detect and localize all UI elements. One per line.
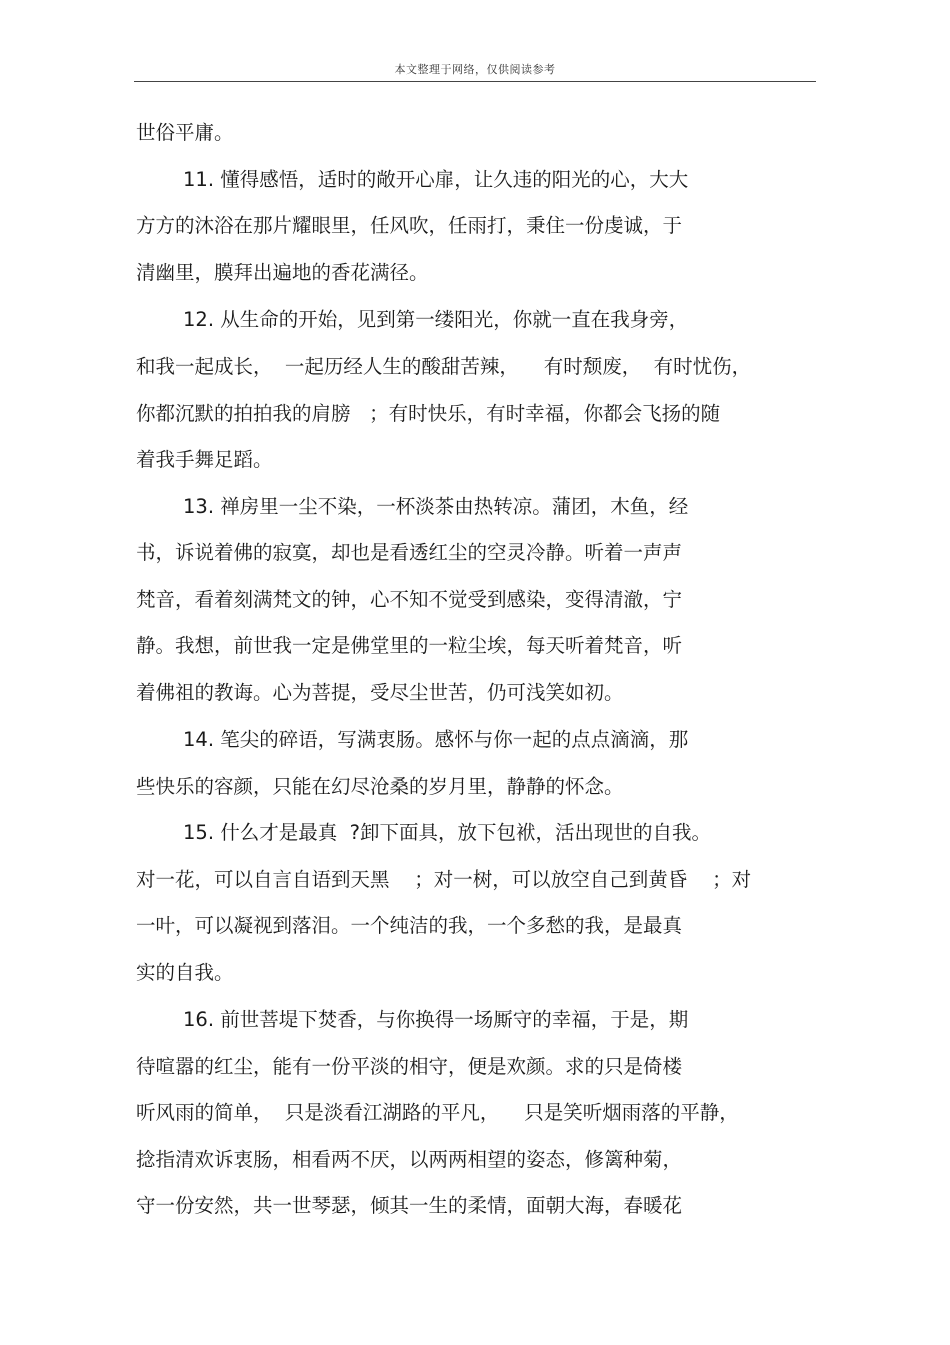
text-line: 清幽里，膜拜出遍地的香花满径。	[136, 261, 429, 284]
paragraph-13-line: 13. 禅房里一尘不染，一杯淡茶由热转凉。蒲团，木鱼，经	[183, 495, 689, 518]
text-line: 方方的沐浴在那片耀眼里，任风吹，任雨打，秉住一份虔诚，于	[136, 214, 683, 237]
text-line: 守一份安然，共一世琴瑟，倾其一生的柔情，面朝大海，春暖花	[136, 1194, 683, 1217]
text-line: 些快乐的容颜，只能在幻尽沧桑的岁月里，静静的怀念。	[136, 775, 624, 798]
text-line: 梵音，看着刻满梵文的钟，心不知不觉受到感染，变得清澈，宁	[136, 588, 683, 611]
text-line: 静。我想，前世我一定是佛堂里的一粒尘埃，每天听着梵音，听	[136, 634, 683, 657]
header-text: 本文整理于网络，仅供阅读参考	[394, 63, 556, 76]
text-line: 你都沉默的拍拍我的肩膀 ；有时快乐，有时幸福，你都会飞扬的随	[136, 402, 721, 425]
text-line: 待喧嚣的红尘，能有一份平淡的相守，便是欢颜。求的只是倚楼	[136, 1055, 683, 1078]
text-line: 和我一起成长， 一起历经人生的酸甜苦辣， 有时颓废， 有时忧伤，	[136, 355, 752, 378]
text-line: 对一花，可以自言自语到天黑 ；对一树，可以放空自己到黄昏 ；对	[136, 868, 752, 891]
text-line: 捻指清欢诉衷肠，相看两不厌，以两两相望的姿态，修篱种菊，	[136, 1148, 683, 1171]
paragraph-11-line: 11. 懂得感悟，适时的敞开心扉，让久违的阳光的心，大大	[183, 168, 689, 191]
paragraph-14-line: 14. 笔尖的碎语，写满衷肠。感怀与你一起的点点滴滴，那	[183, 728, 689, 751]
text-line: 实的自我。	[136, 961, 234, 984]
paragraph-16-line: 16. 前世菩堤下焚香，与你换得一场厮守的幸福，于是，期	[183, 1008, 689, 1031]
text-line: 一叶，可以凝视到落泪。一个纯洁的我，一个多愁的我，是最真	[136, 914, 683, 937]
text-line: 书，诉说着佛的寂寞，却也是看透红尘的空灵冷静。听着一声声	[136, 541, 683, 564]
text-line: 听风雨的简单， 只是淡看江湖路的平凡， 只是笑听烟雨落的平静，	[136, 1101, 739, 1124]
page-header	[134, 59, 816, 82]
paragraph-12-line: 12. 从生命的开始，见到第一缕阳光，你就一直在我身旁，	[183, 308, 689, 331]
text-line: 着我手舞足蹈。	[136, 448, 273, 471]
text-line: 着佛祖的教诲。心为菩提，受尽尘世苦，仍可浅笑如初。	[136, 681, 624, 704]
text-line: 世俗平庸。	[136, 121, 234, 144]
paragraph-15-line: 15. 什么才是最真 ?卸下面具，放下包袱，活出现世的自我。	[183, 821, 711, 844]
